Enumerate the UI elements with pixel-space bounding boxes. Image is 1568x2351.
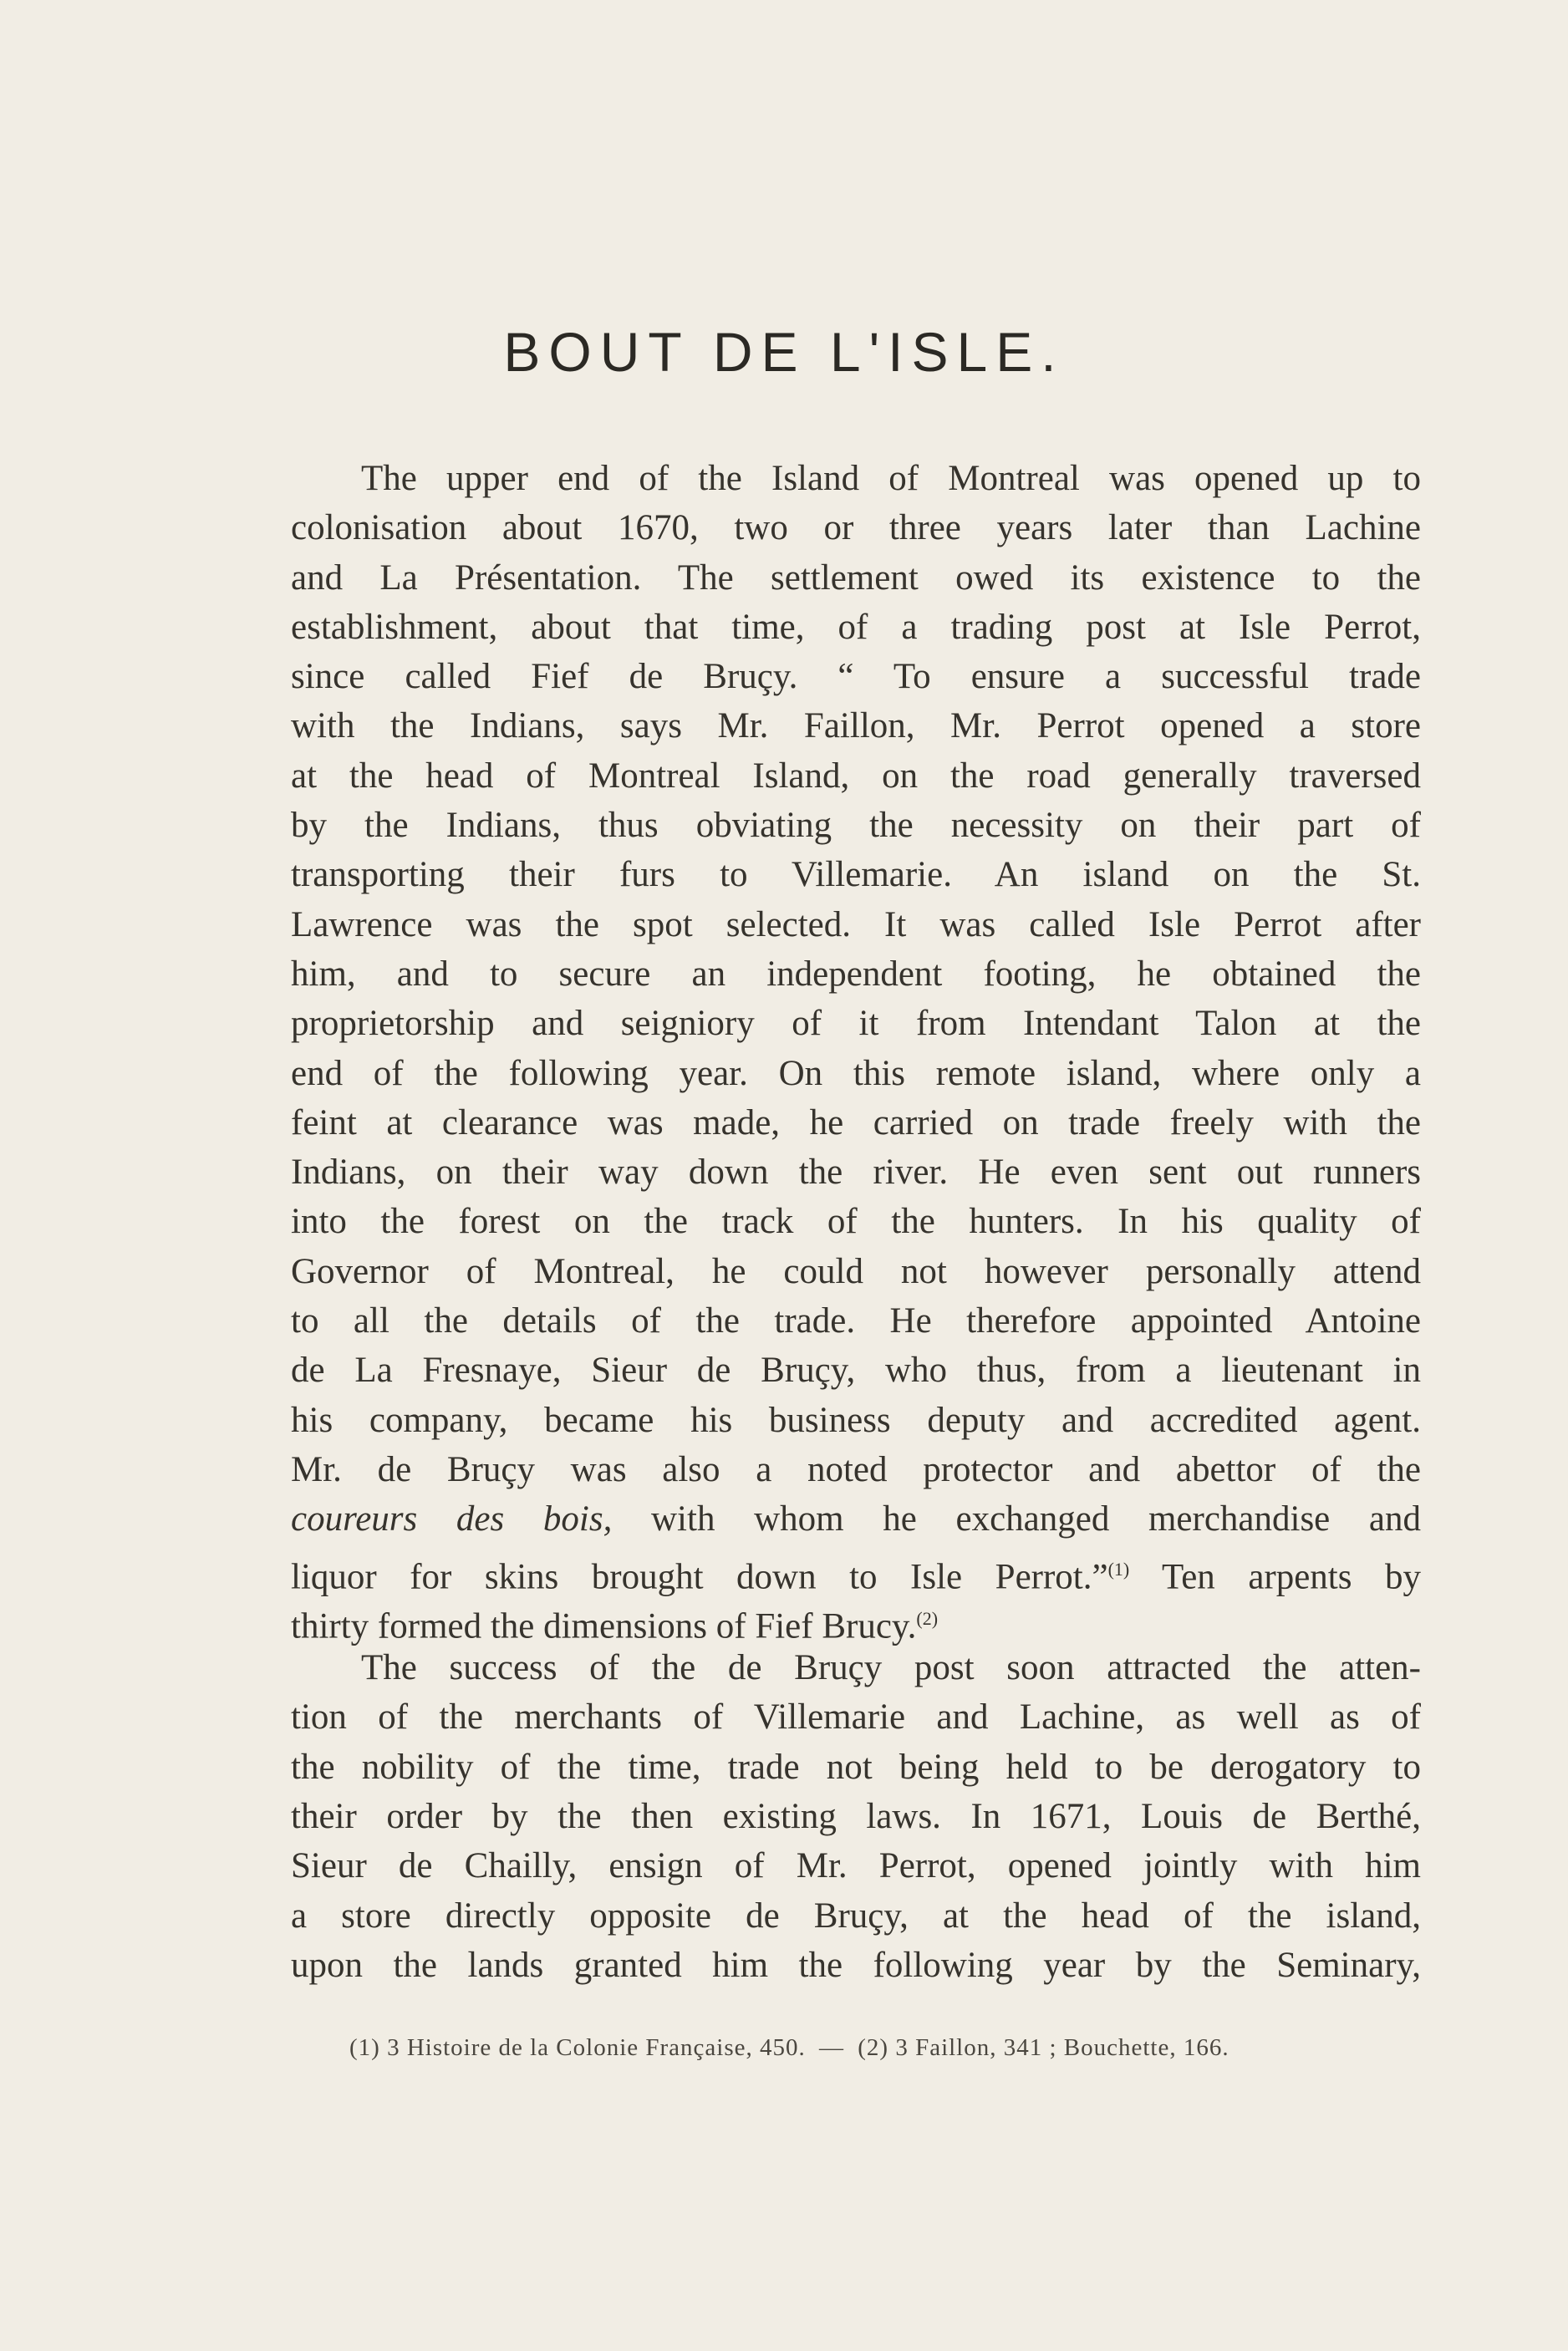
text-line xyxy=(291,1494,1421,1544)
text-line: by the Indians, thus obviating the necessity on their part of xyxy=(291,806,1421,846)
text-line: since called Fief de Bruçy. “ To ensure a successful trade xyxy=(291,657,1421,697)
text-line-start: liquor for skins brought down to Isle Perrot.” xyxy=(291,1556,1108,1596)
text-line: at the head of Montreal Island, on the road generally traversed xyxy=(291,756,1421,796)
body-text xyxy=(291,454,1421,1990)
text-line: their order by the then existing laws. In 1671, Louis de Berthé, xyxy=(291,1797,1421,1837)
text-line: feint at clearance was made, he carried on trade freely with the xyxy=(291,1102,1421,1142)
text-line: de La Fresnaye, Sieur de Bruçy, who thus, from a lieutenant in xyxy=(291,1351,1421,1391)
footnote-1: (1) 3 Histoire de la Colonie Française, 450. xyxy=(349,2034,806,2061)
text-line-rest: with whom he exchanged merchandise and xyxy=(612,1499,1422,1539)
text-line: transporting their furs to Villemarie. An island on the St. xyxy=(291,855,1421,895)
text-line: Lawrence was the spot selected. It was called Isle Perrot after xyxy=(291,904,1421,944)
footnote-ref-2: (2) xyxy=(916,1607,939,1629)
text-line: into the forest on the track of the hunters. In his quality of xyxy=(291,1202,1421,1242)
text-line: and La Présentation. The settlement owed its existence to the xyxy=(291,557,1421,598)
text-line: tion of the merchants of Villemarie and Lachine, as well as of xyxy=(291,1697,1421,1738)
text-line: colonisation about 1670, two or three years later than Lachine xyxy=(291,508,1421,548)
text-line: a store directly opposite de Bruçy, at the head of the island, xyxy=(291,1896,1421,1936)
text-line: establishment, about that time, of a trading post at Isle Perrot, xyxy=(291,607,1421,647)
text-line: proprietorship and seigniory of it from Intendant Talon at the xyxy=(291,1004,1421,1044)
text-line-rest: Ten arpents by xyxy=(1129,1556,1421,1596)
text-line: the nobility of the time, trade not being held to be derogatory to xyxy=(291,1747,1421,1787)
text-line: Sieur de Chailly, ensign of Mr. Perrot, opened jointly with him xyxy=(291,1846,1421,1886)
footnotes xyxy=(349,2034,1352,2062)
text-line: Governor of Montreal, he could not however personally attend xyxy=(291,1251,1421,1291)
text-line: with the Indians, says Mr. Faillon, Mr. Perrot opened a store xyxy=(291,706,1421,746)
text-line: his company, became his business deputy and accredited agent. xyxy=(291,1400,1421,1440)
text-line: The upper end of the Island of Montreal was opened up to xyxy=(361,459,1421,498)
footnote-ref-1: (1) xyxy=(1107,1558,1130,1580)
text-line xyxy=(291,1544,1421,1594)
footnote-2: (2) 3 Faillon, 341 ; Bouchette, 166. xyxy=(858,2034,1229,2061)
text-line: Indians, on their way down the river. He even sent out runners xyxy=(291,1153,1421,1193)
text-line: The success of the de Bruçy post soon attracted the atten- xyxy=(361,1648,1421,1688)
text-line: upon the lands granted him the following year by the Seminary, xyxy=(291,1945,1421,1985)
text-line: him, and to secure an independent footing, he obtained the xyxy=(291,954,1421,994)
text-line: to all the details of the trade. He therefore appointed Antoine xyxy=(291,1301,1421,1341)
footnote-separator: — xyxy=(819,2034,844,2061)
chapter-title: BOUT DE L'ISLE. xyxy=(503,321,1065,383)
text-line xyxy=(291,1594,1421,1646)
text-line: end of the following year. On this remote island, where only a xyxy=(291,1053,1421,1093)
text-line-start: thirty formed the dimensions of Fief Brucy. xyxy=(291,1606,917,1646)
text-line: Mr. de Bruçy was also a noted protector and abettor of the xyxy=(291,1449,1421,1489)
italic-phrase: coureurs des bois, xyxy=(291,1499,613,1539)
